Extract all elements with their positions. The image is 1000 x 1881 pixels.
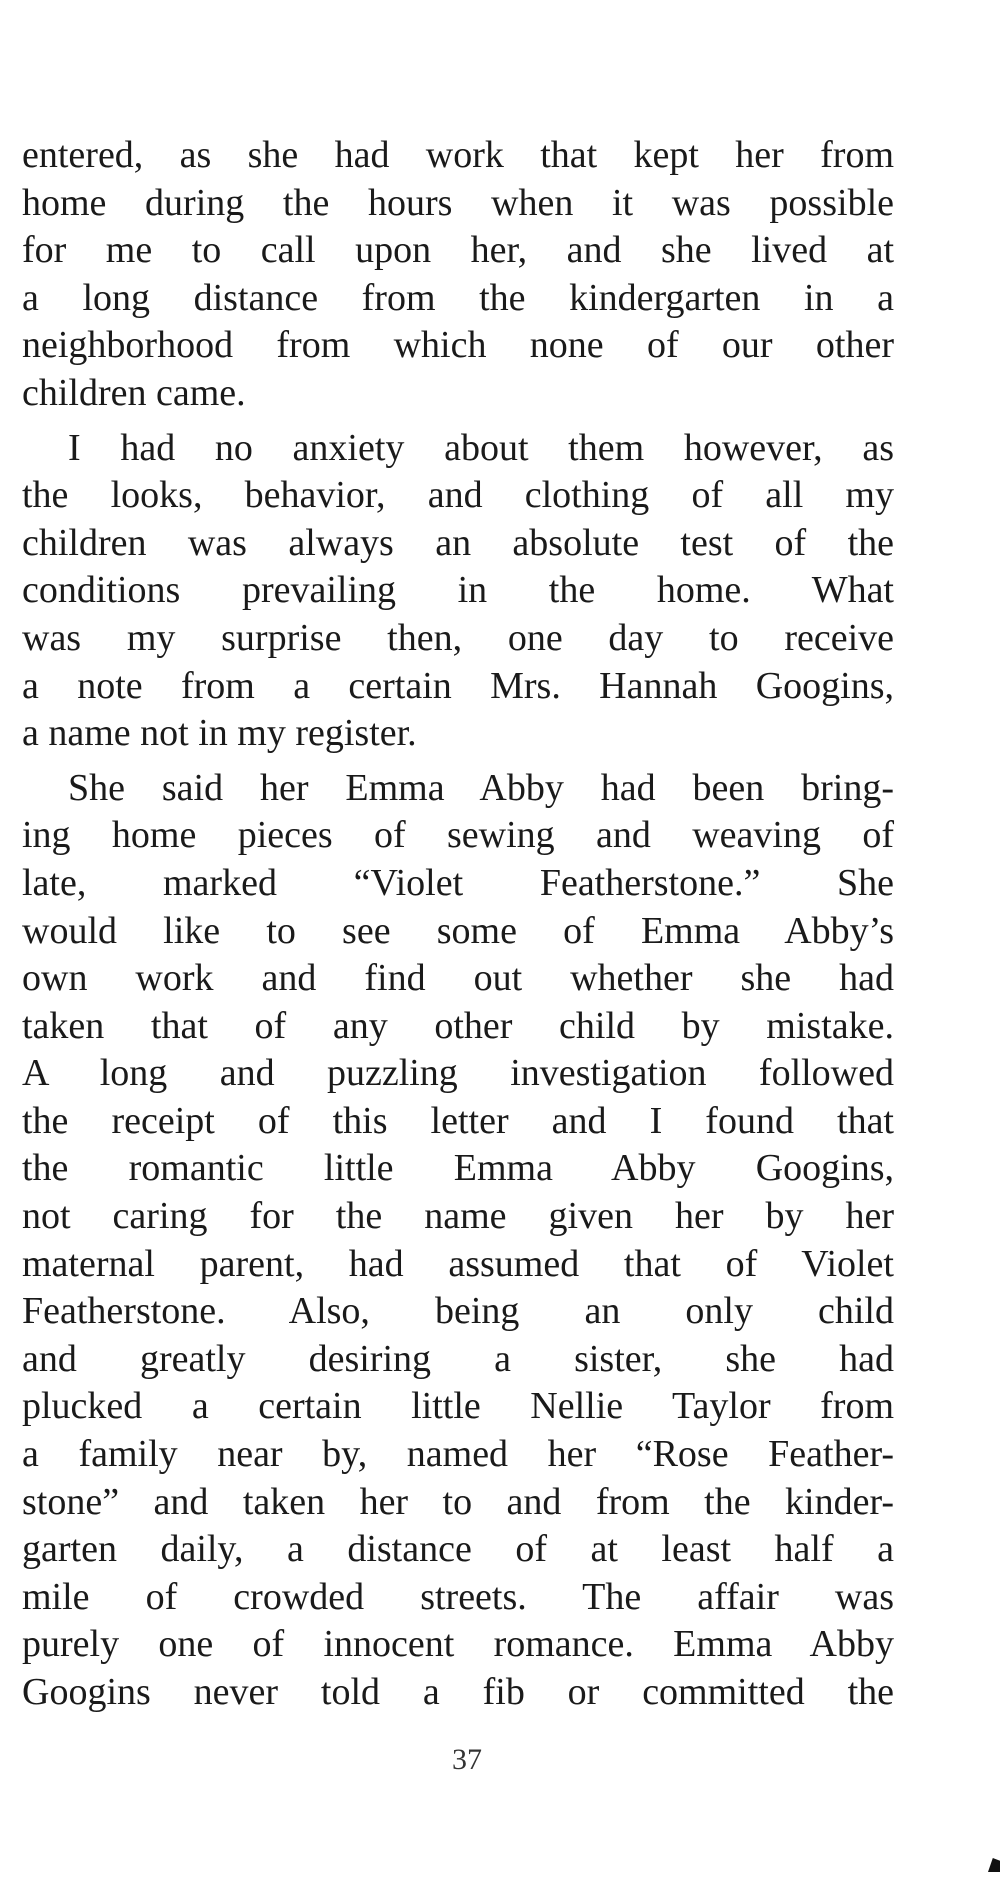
- text-line: neighborhood from which none of our other: [22, 324, 894, 367]
- page-number: 37: [452, 1743, 482, 1776]
- text-line: a name not in my register.: [22, 712, 417, 755]
- text-line: was my surprise then, one day to receive: [22, 616, 894, 659]
- text-line: a note from a certain Mrs. Hannah Googins,: [22, 664, 894, 707]
- text-line: Featherstone. Also, being an only child: [22, 1290, 894, 1333]
- text-line: ing home pieces of sewing and weaving of: [22, 814, 894, 857]
- text-line: purely one of innocent romance. Emma Abby: [22, 1623, 894, 1666]
- text-line: the romantic little Emma Abby Googins,: [22, 1147, 894, 1190]
- text-line: mile of crowded streets. The affair was: [22, 1575, 894, 1618]
- text-line: not caring for the name given her by her: [22, 1195, 894, 1238]
- text-line: children was always an absolute test of the: [22, 521, 894, 564]
- text-line: for me to call upon her, and she lived at: [22, 229, 894, 272]
- text-line: children came.: [22, 371, 246, 414]
- text-line: conditions prevailing in the home. What: [22, 569, 894, 612]
- body-text: [22, 132, 894, 1717]
- text-line: the looks, behavior, and clothing of all my: [22, 474, 894, 517]
- text-line: stone” and taken her to and from the kinder-: [22, 1480, 894, 1523]
- text-line: A long and puzzling investigation followed: [22, 1052, 894, 1095]
- scan-edge-mark: [988, 1858, 1000, 1872]
- text-line: would like to see some of Emma Abby’s: [22, 909, 894, 952]
- text-line: a family near by, named her “Rose Feather-: [22, 1433, 894, 1476]
- text-line: maternal parent, had assumed that of Violet: [22, 1242, 894, 1285]
- text-line: and greatly desiring a sister, she had: [22, 1337, 894, 1380]
- text-line: Googins never told a fib or committed the: [22, 1671, 894, 1713]
- text-line: I had no anxiety about them however, as: [68, 426, 894, 469]
- text-line: entered, as she had work that kept her from: [22, 134, 894, 176]
- text-line: taken that of any other child by mistake.: [22, 1004, 894, 1047]
- text-line: plucked a certain little Nellie Taylor from: [22, 1385, 894, 1428]
- text-line: own work and find out whether she had: [22, 957, 894, 1000]
- text-line: late, marked “Violet Featherstone.” She: [22, 861, 894, 904]
- text-line: home during the hours when it was possible: [22, 181, 894, 224]
- text-line: She said her Emma Abby had been bring-: [68, 766, 894, 809]
- text-line: garten daily, a distance of at least half a: [22, 1528, 894, 1571]
- text-line: a long distance from the kindergarten in a: [22, 276, 894, 319]
- text-line: the receipt of this letter and I found that: [22, 1099, 894, 1142]
